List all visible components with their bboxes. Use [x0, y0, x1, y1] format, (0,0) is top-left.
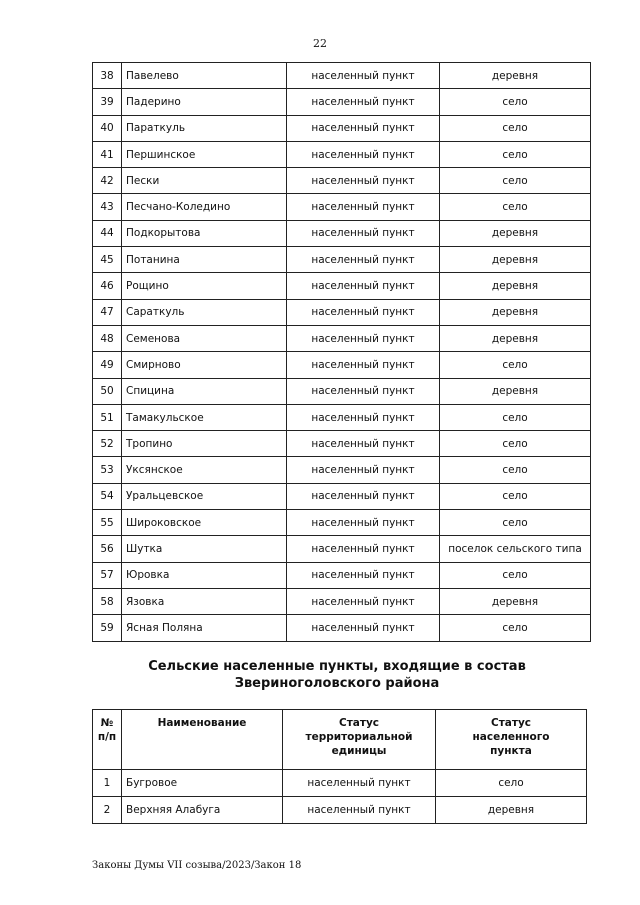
table-row: [93, 457, 591, 483]
header-number: [93, 710, 122, 770]
territorial-status-cell: населенный пункт: [287, 562, 440, 588]
header-settlement-status-line-3: пункта: [490, 745, 532, 757]
settlement-name-cell: Язовка: [122, 588, 287, 614]
settlement-type-cell: село: [440, 141, 591, 167]
territorial-status-cell: населенный пункт: [283, 770, 436, 797]
settlement-name-cell: Верхняя Алабуга: [122, 797, 283, 824]
territorial-status-cell: населенный пункт: [287, 194, 440, 220]
row-number-cell: 54: [93, 483, 122, 509]
settlement-name-cell: Пески: [122, 168, 287, 194]
table-body: [93, 63, 591, 642]
territorial-status-cell: населенный пункт: [287, 404, 440, 430]
row-number-cell: 40: [93, 115, 122, 141]
territorial-status-cell: населенный пункт: [287, 352, 440, 378]
territorial-status-cell: населенный пункт: [287, 615, 440, 641]
table-row: [93, 115, 591, 141]
header-territorial-status-line-2: территориальной: [305, 731, 413, 743]
territorial-status-cell: населенный пункт: [287, 510, 440, 536]
table-row: [93, 536, 591, 562]
table-row: [93, 352, 591, 378]
table-row: [93, 510, 591, 536]
settlement-name-cell: Уксянское: [122, 457, 287, 483]
territorial-status-cell: населенный пункт: [287, 431, 440, 457]
row-number-cell: 52: [93, 431, 122, 457]
settlement-name-cell: Семенова: [122, 325, 287, 351]
document-footer: Законы Думы VII созыва/2023/Закон 18: [92, 860, 302, 871]
settlement-type-cell: деревня: [440, 247, 591, 273]
settlement-name-cell: Рощино: [122, 273, 287, 299]
settlement-name-cell: Песчано-Коледино: [122, 194, 287, 220]
settlement-name-cell: Параткуль: [122, 115, 287, 141]
section-title-line-2: Звериноголовского района: [234, 676, 440, 691]
settlement-name-cell: Юровка: [122, 562, 287, 588]
territorial-status-cell: населенный пункт: [287, 483, 440, 509]
header-territorial-status-line-3: единицы: [331, 745, 387, 757]
settlement-type-cell: деревня: [440, 273, 591, 299]
table-row: [93, 273, 591, 299]
row-number-cell: 47: [93, 299, 122, 325]
row-number-cell: 48: [93, 325, 122, 351]
table-row: [93, 770, 587, 797]
settlement-type-cell: село: [440, 483, 591, 509]
settlement-type-cell: деревня: [440, 220, 591, 246]
settlement-type-cell: село: [440, 562, 591, 588]
table-row: [93, 404, 591, 430]
settlement-name-cell: Сараткуль: [122, 299, 287, 325]
territorial-status-cell: населенный пункт: [287, 115, 440, 141]
settlement-name-cell: Падерино: [122, 89, 287, 115]
row-number-cell: 57: [93, 562, 122, 588]
settlement-type-cell: деревня: [440, 325, 591, 351]
header-number-line-2: п/п: [97, 731, 117, 743]
settlement-name-cell: Бугровое: [122, 770, 283, 797]
section-title: [92, 658, 582, 692]
section-title-line-1: Сельские населенные пункты, входящие в состав: [148, 659, 526, 674]
territorial-status-cell: населенный пункт: [287, 325, 440, 351]
row-number-cell: 43: [93, 194, 122, 220]
header-territorial-status: [283, 710, 436, 770]
table-row: [93, 194, 591, 220]
territorial-status-cell: населенный пункт: [287, 247, 440, 273]
settlement-type-cell: село: [440, 510, 591, 536]
table-row: [93, 141, 591, 167]
settlement-type-cell: деревня: [440, 299, 591, 325]
table-row: [93, 483, 591, 509]
settlement-name-cell: Спицина: [122, 378, 287, 404]
settlement-name-cell: Шутка: [122, 536, 287, 562]
settlement-type-cell: деревня: [440, 588, 591, 614]
settlement-name-cell: Павелево: [122, 63, 287, 89]
settlement-type-cell: село: [440, 115, 591, 141]
territorial-status-cell: населенный пункт: [287, 273, 440, 299]
row-number-cell: 2: [93, 797, 122, 824]
settlement-type-cell: село: [440, 615, 591, 641]
row-number-cell: 1: [93, 770, 122, 797]
row-number-cell: 56: [93, 536, 122, 562]
settlement-type-cell: село: [440, 168, 591, 194]
header-number-line-1: №: [100, 717, 114, 729]
settlement-type-cell: деревня: [440, 63, 591, 89]
territorial-status-cell: населенный пункт: [287, 378, 440, 404]
table-row: [93, 63, 591, 89]
table-row: [93, 325, 591, 351]
table-row: [93, 562, 591, 588]
row-number-cell: 50: [93, 378, 122, 404]
territorial-status-cell: населенный пункт: [283, 797, 436, 824]
territorial-status-cell: населенный пункт: [287, 168, 440, 194]
row-number-cell: 55: [93, 510, 122, 536]
table-header: [93, 710, 587, 770]
settlement-type-cell: село: [440, 404, 591, 430]
table-row: [93, 588, 591, 614]
zverinogolovsky-settlements-table: [92, 709, 587, 824]
settlement-name-cell: Смирново: [122, 352, 287, 378]
table-row: [93, 615, 591, 641]
table-row: [93, 168, 591, 194]
row-number-cell: 59: [93, 615, 122, 641]
settlement-type-cell: село: [436, 770, 587, 797]
row-number-cell: 53: [93, 457, 122, 483]
table-body: [93, 770, 587, 824]
table-row: [93, 220, 591, 246]
page-number: 22: [313, 37, 327, 50]
settlement-type-cell: село: [440, 352, 591, 378]
settlements-table-continued: [92, 62, 591, 642]
header-name: Наименование: [122, 710, 283, 770]
settlement-type-cell: село: [440, 194, 591, 220]
header-settlement-status: [436, 710, 587, 770]
table-row: [93, 431, 591, 457]
row-number-cell: 45: [93, 247, 122, 273]
row-number-cell: 49: [93, 352, 122, 378]
settlement-name-cell: Ясная Поляна: [122, 615, 287, 641]
table-row: [93, 299, 591, 325]
settlement-type-cell: поселок сельского типа: [440, 536, 591, 562]
territorial-status-cell: населенный пункт: [287, 536, 440, 562]
settlement-name-cell: Широковское: [122, 510, 287, 536]
territorial-status-cell: населенный пункт: [287, 299, 440, 325]
settlement-type-cell: село: [440, 431, 591, 457]
row-number-cell: 42: [93, 168, 122, 194]
row-number-cell: 58: [93, 588, 122, 614]
settlement-name-cell: Уральцевское: [122, 483, 287, 509]
table-row: [93, 378, 591, 404]
row-number-cell: 44: [93, 220, 122, 246]
header-settlement-status-line-1: Статус: [490, 717, 532, 729]
row-number-cell: 39: [93, 89, 122, 115]
territorial-status-cell: населенный пункт: [287, 457, 440, 483]
table-row: [93, 89, 591, 115]
settlement-name-cell: Подкорытова: [122, 220, 287, 246]
header-settlement-status-line-2: населенного: [472, 731, 550, 743]
settlement-name-cell: Потанина: [122, 247, 287, 273]
settlement-type-cell: деревня: [436, 797, 587, 824]
territorial-status-cell: населенный пункт: [287, 89, 440, 115]
settlement-name-cell: Тропино: [122, 431, 287, 457]
header-territorial-status-line-1: Статус: [338, 717, 380, 729]
territorial-status-cell: населенный пункт: [287, 220, 440, 246]
row-number-cell: 38: [93, 63, 122, 89]
territorial-status-cell: населенный пункт: [287, 588, 440, 614]
settlement-name-cell: Першинское: [122, 141, 287, 167]
row-number-cell: 51: [93, 404, 122, 430]
settlement-type-cell: село: [440, 457, 591, 483]
table-row: [93, 247, 591, 273]
settlement-type-cell: село: [440, 89, 591, 115]
table-row: [93, 797, 587, 824]
territorial-status-cell: населенный пункт: [287, 63, 440, 89]
settlement-type-cell: деревня: [440, 378, 591, 404]
row-number-cell: 46: [93, 273, 122, 299]
settlement-name-cell: Тамакульское: [122, 404, 287, 430]
territorial-status-cell: населенный пункт: [287, 141, 440, 167]
row-number-cell: 41: [93, 141, 122, 167]
